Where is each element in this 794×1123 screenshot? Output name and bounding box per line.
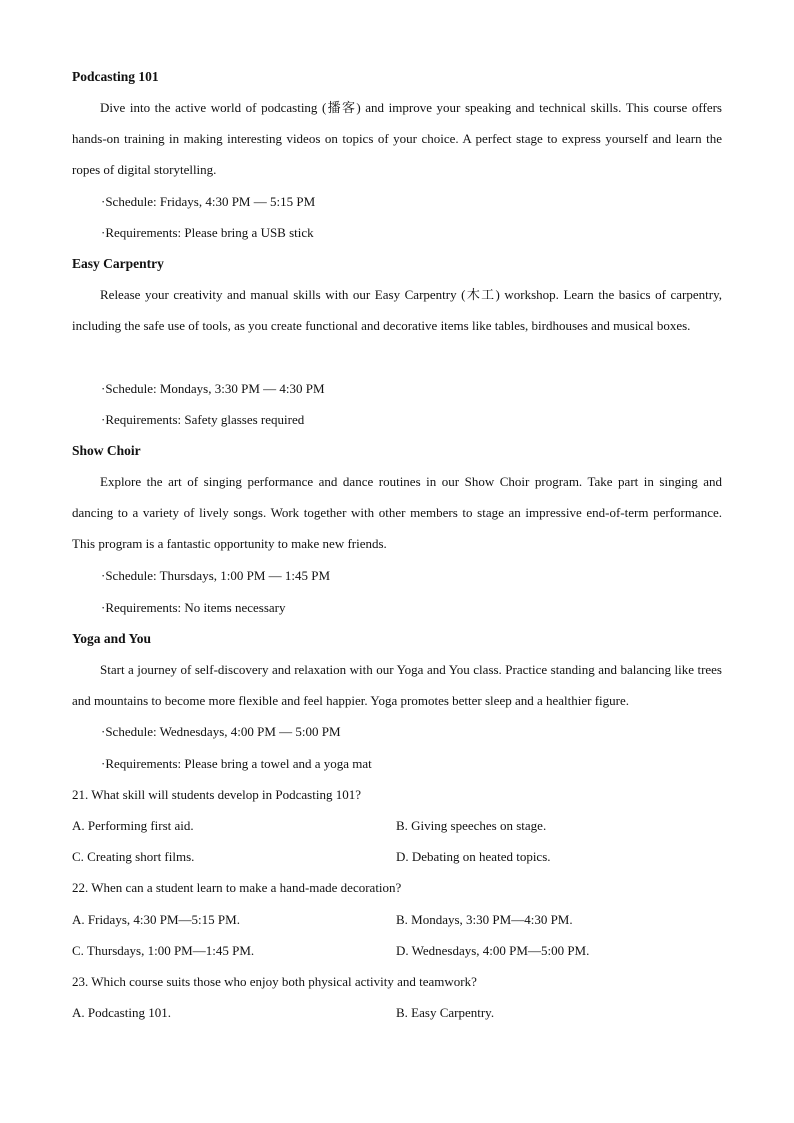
course-requirements: ·Requirements: Please bring a USB stick: [101, 225, 314, 240]
question-stem: 21. What skill will students develop in Podcasting 101?: [72, 787, 361, 802]
answer-option-b: B. Mondays, 3:30 PM—4:30 PM.: [396, 912, 573, 927]
course-description: Explore the art of singing performance and dance routines in our Show Choir program. Take part in singing and dancing to a variety of lively songs. Work together with other members to stage an impressive end-of-term performance. This program is a fantastic opportunity to make new friends.: [72, 474, 722, 552]
course-description: Start a journey of self-discovery and relaxation with our Yoga and You class. Practice standing and balancing like trees and mountains to become more flexible and feel happier. Yoga promotes better sleep and a healthier figure.: [72, 662, 722, 709]
question-stem: 23. Which course suits those who enjoy both physical activity and teamwork?: [72, 974, 477, 989]
answer-option-c: C. Thursdays, 1:00 PM—1:45 PM.: [72, 943, 255, 958]
answer-option-a: A. Performing first aid.: [72, 818, 194, 833]
course-title: Easy Carpentry: [72, 256, 164, 271]
course-schedule: ·Schedule: Thursdays, 1:00 PM — 1:45 PM: [101, 568, 331, 583]
course-schedule: ·Schedule: Fridays, 4:30 PM — 5:15 PM: [101, 194, 316, 209]
answer-option-b: B. Giving speeches on stage.: [396, 818, 547, 833]
course-schedule: ·Schedule: Wednesdays, 4:00 PM — 5:00 PM: [101, 724, 341, 739]
answer-option-c: C. Creating short films.: [72, 849, 195, 864]
course-requirements: ·Requirements: No items necessary: [101, 600, 286, 615]
course-schedule: ·Schedule: Mondays, 3:30 PM — 4:30 PM: [101, 381, 325, 396]
answer-option-a: A. Fridays, 4:30 PM—5:15 PM.: [72, 912, 240, 927]
course-description: Dive into the active world of podcasting (播客) and improve your speaking and technical skills. This course offers hands-on training in making interesting videos on topics of your choice. A perfect stage to express yourself and learn the ropes of digital storytelling.: [72, 100, 722, 178]
question-stem: 22. When can a student learn to make a hand-made decoration?: [72, 880, 402, 895]
course-title: Podcasting 101: [72, 69, 159, 84]
answer-option-a: A. Podcasting 101.: [72, 1005, 171, 1020]
course-title: Show Choir: [72, 443, 141, 458]
course-description: Release your creativity and manual skills with our Easy Carpentry (木工) workshop. Learn the basics of carpentry, including the safe use of tools, as you create functional and decorative items like tables, birdhouses and musical boxes.: [72, 287, 722, 334]
course-requirements: ·Requirements: Safety glasses required: [101, 412, 305, 427]
course-title: Yoga and You: [72, 631, 152, 646]
answer-option-d: D. Wednesdays, 4:00 PM—5:00 PM.: [396, 943, 590, 958]
answer-option-d: D. Debating on heated topics.: [396, 849, 551, 864]
course-requirements: ·Requirements: Please bring a towel and a yoga mat: [101, 756, 372, 771]
answer-option-b: B. Easy Carpentry.: [396, 1005, 495, 1020]
